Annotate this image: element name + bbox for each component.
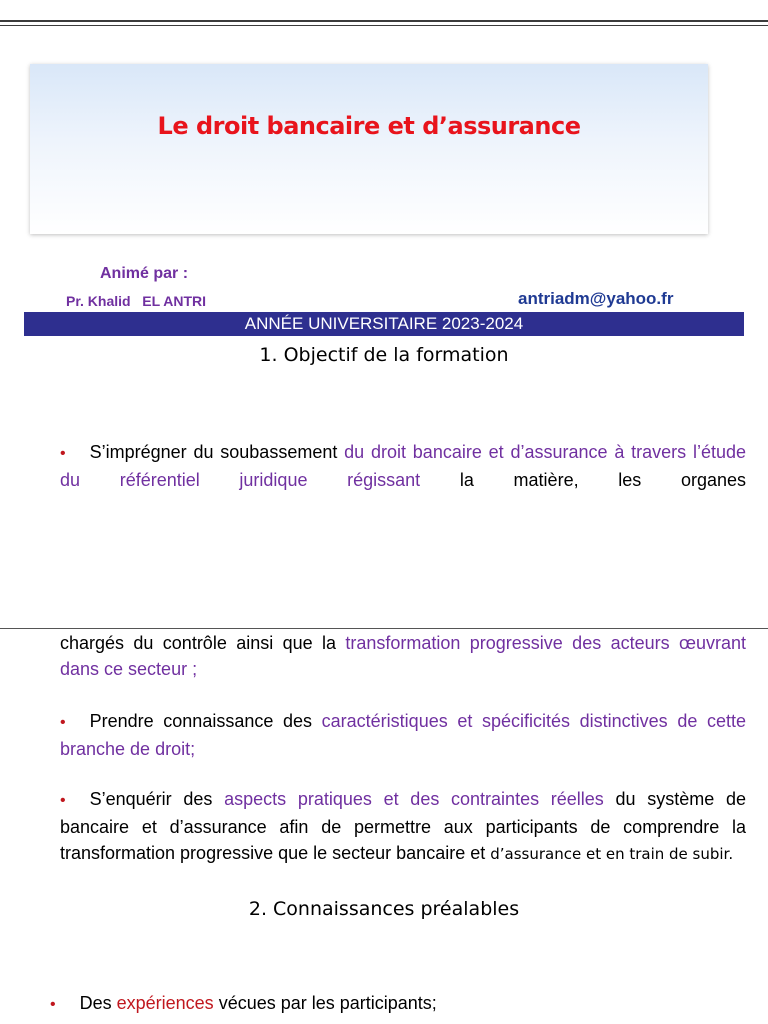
text-run: la matière, les organes xyxy=(420,470,746,490)
title-box xyxy=(30,64,708,234)
text-run-highlight: caractéristiques et spécificités distinctives de cette branche de droit; xyxy=(60,711,746,759)
section-1-heading: 1. Objectif de la formation xyxy=(259,344,509,366)
bullet-marker: • xyxy=(60,445,66,462)
bullet-marker: • xyxy=(50,996,56,1013)
top-rule-thin xyxy=(0,25,768,26)
objective-bullet-2 xyxy=(60,708,746,762)
objective-bullet-1-continued xyxy=(60,630,746,682)
prerequisite-bullet-1 xyxy=(50,990,736,1018)
objective-bullet-3 xyxy=(60,786,746,867)
text-run-highlight: expériences xyxy=(116,993,214,1013)
academic-year-band: ANNÉE UNIVERSITAIRE 2023-2024 xyxy=(24,312,744,336)
text-run: S’imprégner du soubassement xyxy=(89,442,345,462)
objective-bullet-1 xyxy=(60,439,746,493)
bullet-marker: • xyxy=(60,714,66,731)
presenter-email: antriadm@yahoo.fr xyxy=(518,289,674,308)
page-divider xyxy=(0,628,768,629)
text-run-highlight: du droit bancaire et d’assurance à travers l’étude du référentiel juridique régissant xyxy=(60,442,746,490)
text-run-highlight: aspects pratiques et des contraintes réelles xyxy=(224,789,604,809)
top-rule-thick xyxy=(0,20,768,22)
page-title: Le droit bancaire et d’assurance xyxy=(157,112,581,140)
text-run: chargés du contrôle ainsi que la xyxy=(60,633,346,653)
text-run: vécues par les participants; xyxy=(213,993,437,1013)
section-2-heading: 2. Connaissances préalables xyxy=(248,898,520,920)
text-run: d’assurance et en train de subir. xyxy=(490,845,734,863)
text-run-highlight: transformation progressive des acteurs œuvrant dans ce secteur ; xyxy=(60,633,746,679)
text-run: Des xyxy=(79,993,117,1013)
text-run: du système de bancaire et d’assurance afin de permettre aux participants de comprendre la transformation progressive que le secteur bancaire et xyxy=(60,789,746,863)
text-run: S’enquérir des xyxy=(89,789,225,809)
text-run: Prendre connaissance des xyxy=(89,711,322,731)
presenter-name: Pr. Khalid EL ANTRI xyxy=(66,293,207,309)
animated-by-label: Animé par : xyxy=(100,265,189,282)
bullet-marker: • xyxy=(60,792,66,809)
